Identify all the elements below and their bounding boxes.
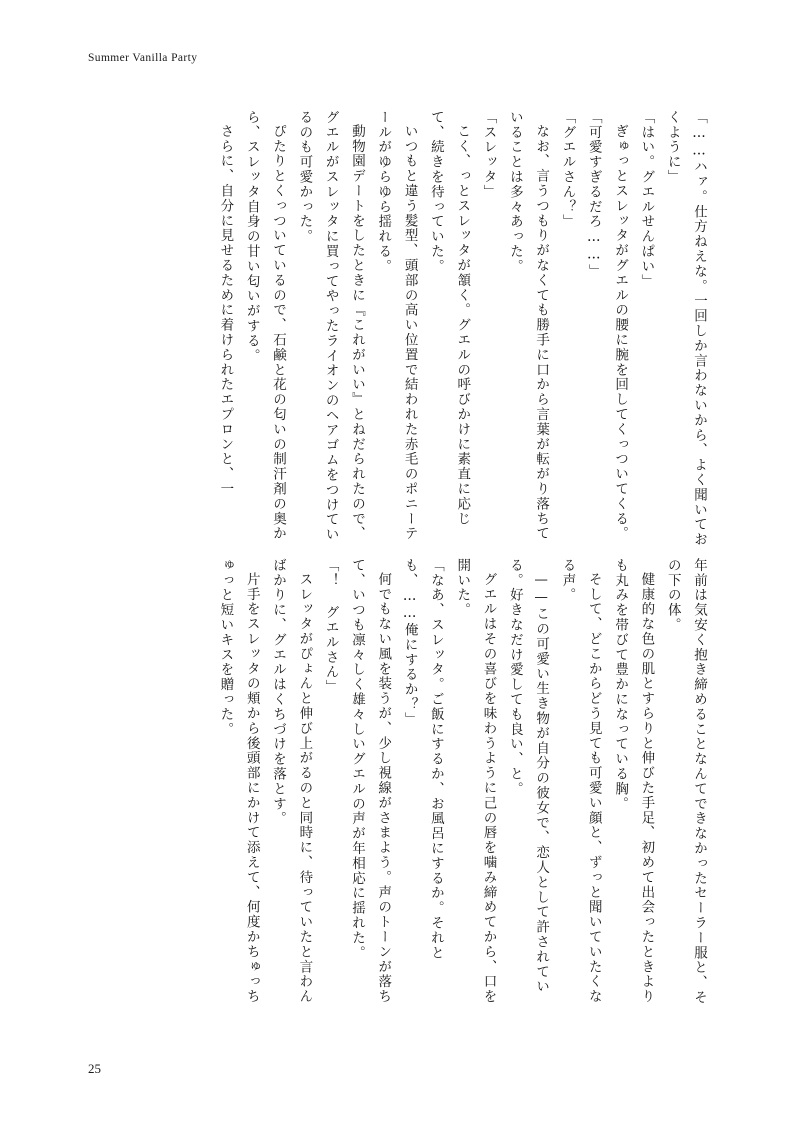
body-text-upper (112, 110, 712, 550)
paragraph: なお、言うつもりがなくても勝手に口から言葉が転がり落ちていることは多々あった。 (506, 110, 550, 541)
paragraph: 健康的な色の肌とすらりと伸びた手足、初めて出会ったときよりも丸みを帯びて豊かになっている胸。 (612, 558, 655, 1004)
paragraph: 「スレッタ」 (480, 110, 497, 200)
paragraph: そして、どこからどう見ても可愛い顔と、ずっと聞いていたくなる声。 (559, 558, 602, 1004)
page-number: 25 (88, 1061, 101, 1076)
paragraph: 「可愛すぎるだろ……」 (585, 110, 602, 279)
paragraph: グエルはその喜びを味わうように己の唇を噛み締めてから、口を開いた。 (454, 558, 497, 1004)
paragraph: ——この可愛い生き物が自分の彼女で、恋人として許されている。好きなだけ愛しても良い、と。 (506, 558, 550, 994)
paragraph: 「はい。グエルせんぱい」 (638, 110, 655, 289)
paragraph: 何でもない風を装うが、少し視線がさまよう。声のトーンが落ちて、いつも凛々しく雄々しいグエルの声が年相応に揺れた。 (348, 558, 392, 1004)
paragraph: こく、っとスレッタが頷く。グエルの呼びかけに素直に応じて、続きを待っていた。 (427, 110, 471, 526)
paragraph: 年前は気安く抱き締めることなんてできなかったセーラー服と、その下の体。 (664, 558, 707, 1005)
body-text-lower (112, 558, 712, 1013)
paragraph: ぴたりとくっついているので、石鹸と花の匂いの制汗剤の奥から、スレッタ自身の甘い匂いがする。 (243, 110, 286, 541)
paragraph: 「グエルさん？」 (559, 110, 576, 230)
paragraph: さらに、自分に見せるために着けられたエプロンと、一 (217, 123, 234, 496)
paragraph: いつもと違う髪型、頭部の高い位置で結われた赤毛のポニーテールがゆらゆら揺れる。 (375, 110, 418, 541)
paragraph: 「！ グエルさん」 (322, 558, 339, 695)
paragraph: 動物園デートをしたときに『これがいい』とねだられたので、グエルがスレッタに買ってやったライオンのヘアゴムをつけているのも可愛かった。 (296, 110, 365, 543)
paragraph: 「なあ、スレッタ。ご飯にするか、お風呂にするか。それとも、……俺にするか？」 (401, 558, 444, 961)
paragraph: スレッタがぴょんと伸び上がるのと同時に、待っていたと言わんばかりに、グエルはくちづけを落とす。 (270, 558, 313, 1004)
paragraph: ぎゅっとスレッタがグエルの腰に腕を回してくっついてくる。 (612, 123, 629, 541)
paragraph: 片手をスレッタの頬から後頭部にかけて添えて、何度かちゅっちゅっと短いキスを贈った。 (217, 558, 260, 1004)
running-header: Summer Vanilla Party (88, 52, 198, 64)
paragraph: 「……ハァ。仕方ねえな。一回しか言わないから、よく聞いておくように」 (664, 110, 707, 548)
